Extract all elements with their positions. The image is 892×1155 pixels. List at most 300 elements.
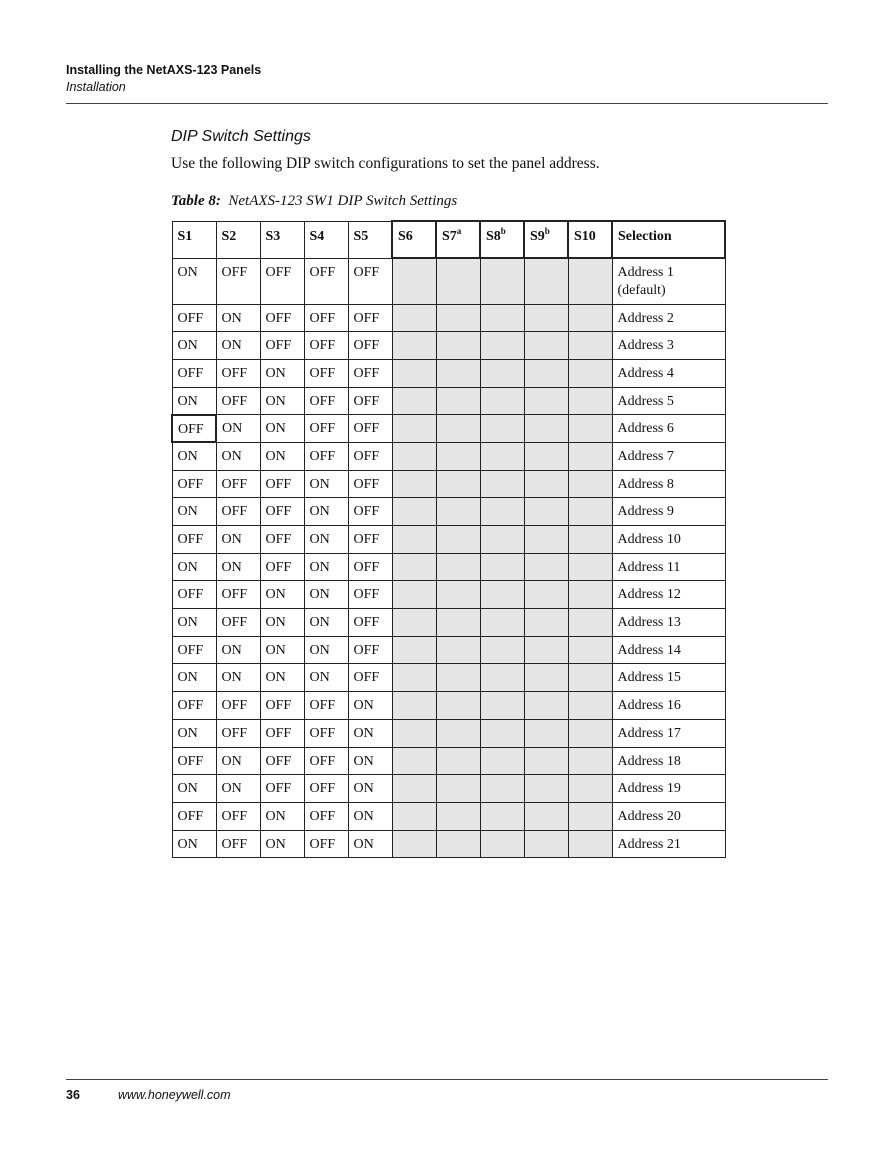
table-row bbox=[172, 830, 725, 858]
table-row bbox=[172, 526, 725, 554]
selection-address: Address 7 bbox=[617, 448, 674, 464]
column-header-label: S1 bbox=[177, 228, 193, 244]
selection-address: Address 20 bbox=[617, 808, 681, 824]
switch-s3-cell: ON bbox=[260, 664, 304, 692]
switch-s9-unused-cell bbox=[524, 775, 568, 803]
switch-s9-unused-cell bbox=[524, 498, 568, 526]
table-row bbox=[172, 775, 725, 803]
switch-s4-cell: OFF bbox=[304, 802, 348, 830]
selection-address: Address 18 bbox=[617, 753, 681, 769]
switch-s1-cell: ON bbox=[172, 830, 216, 858]
footer-rule bbox=[66, 1079, 828, 1080]
column-header-s1 bbox=[172, 221, 216, 258]
switch-s9-unused-cell bbox=[524, 719, 568, 747]
switch-s2-cell: ON bbox=[216, 553, 260, 581]
switch-s3-cell: ON bbox=[260, 387, 304, 415]
selection-cell bbox=[612, 636, 725, 664]
column-header-s3 bbox=[260, 221, 304, 258]
switch-s7-unused-cell bbox=[436, 830, 480, 858]
table-row bbox=[172, 415, 725, 443]
switch-s10-unused-cell bbox=[568, 442, 612, 470]
table-row bbox=[172, 304, 725, 332]
footer-website: www.honeywell.com bbox=[118, 1088, 231, 1102]
running-header-title: Installing the NetAXS-123 Panels bbox=[66, 63, 262, 77]
header-rule bbox=[66, 103, 828, 104]
switch-s9-unused-cell bbox=[524, 747, 568, 775]
switch-s1-cell: ON bbox=[172, 719, 216, 747]
selection-cell bbox=[612, 526, 725, 554]
switch-s5-cell: OFF bbox=[348, 609, 392, 637]
selection-address: Address 14 bbox=[617, 642, 681, 658]
switch-s8-unused-cell bbox=[480, 470, 524, 498]
switch-s10-unused-cell bbox=[568, 258, 612, 304]
switch-s3-cell: OFF bbox=[260, 692, 304, 720]
switch-s4-cell: ON bbox=[304, 636, 348, 664]
switch-s7-unused-cell bbox=[436, 609, 480, 637]
selection-cell bbox=[612, 802, 725, 830]
switch-s10-unused-cell bbox=[568, 664, 612, 692]
switch-s4-cell: OFF bbox=[304, 332, 348, 360]
table-row bbox=[172, 332, 725, 360]
switch-s10-unused-cell bbox=[568, 415, 612, 443]
switch-s2-cell: ON bbox=[216, 664, 260, 692]
switch-s5-cell: OFF bbox=[348, 636, 392, 664]
selection-cell bbox=[612, 747, 725, 775]
switch-s6-unused-cell bbox=[392, 258, 436, 304]
switch-s2-cell: ON bbox=[216, 442, 260, 470]
selection-cell bbox=[612, 553, 725, 581]
selection-cell bbox=[612, 304, 725, 332]
switch-s4-cell: OFF bbox=[304, 442, 348, 470]
column-header-label: S3 bbox=[265, 228, 281, 244]
selection-address: Address 11 bbox=[617, 559, 681, 575]
switch-s4-cell: ON bbox=[304, 526, 348, 554]
column-header-s7 bbox=[436, 221, 480, 258]
table-row bbox=[172, 802, 725, 830]
switch-s5-cell: OFF bbox=[348, 553, 392, 581]
selection-address: Address 3 bbox=[617, 338, 674, 354]
switch-s10-unused-cell bbox=[568, 636, 612, 664]
column-header-label: S7 bbox=[442, 229, 457, 244]
switch-s6-unused-cell bbox=[392, 442, 436, 470]
column-header-s9 bbox=[524, 221, 568, 258]
switch-s2-cell: OFF bbox=[216, 470, 260, 498]
switch-s4-cell: OFF bbox=[304, 692, 348, 720]
switch-s7-unused-cell bbox=[436, 415, 480, 443]
switch-s8-unused-cell bbox=[480, 775, 524, 803]
switch-s6-unused-cell bbox=[392, 775, 436, 803]
switch-s3-cell: OFF bbox=[260, 553, 304, 581]
switch-s9-unused-cell bbox=[524, 526, 568, 554]
switch-s4-cell: OFF bbox=[304, 258, 348, 304]
selection-cell bbox=[612, 332, 725, 360]
switch-s9-unused-cell bbox=[524, 830, 568, 858]
switch-s7-unused-cell bbox=[436, 526, 480, 554]
switch-s3-cell: OFF bbox=[260, 719, 304, 747]
switch-s7-unused-cell bbox=[436, 581, 480, 609]
switch-s9-unused-cell bbox=[524, 258, 568, 304]
switch-s1-cell: OFF bbox=[172, 692, 216, 720]
table-caption bbox=[171, 193, 457, 210]
selection-note: (default) bbox=[617, 283, 666, 298]
switch-s1-cell: ON bbox=[172, 553, 216, 581]
switch-s5-cell: ON bbox=[348, 775, 392, 803]
switch-s10-unused-cell bbox=[568, 830, 612, 858]
column-header-s5 bbox=[348, 221, 392, 258]
selection-cell bbox=[612, 581, 725, 609]
table-row bbox=[172, 636, 725, 664]
table-row bbox=[172, 553, 725, 581]
switch-s5-cell: OFF bbox=[348, 664, 392, 692]
intro-paragraph: Use the following DIP switch configurations to set the panel address. bbox=[171, 155, 600, 172]
switch-s3-cell: ON bbox=[260, 802, 304, 830]
switch-s3-cell: OFF bbox=[260, 470, 304, 498]
switch-s8-unused-cell bbox=[480, 359, 524, 387]
selection-cell bbox=[612, 442, 725, 470]
switch-s5-cell: OFF bbox=[348, 258, 392, 304]
switch-s5-cell: OFF bbox=[348, 359, 392, 387]
switch-s6-unused-cell bbox=[392, 359, 436, 387]
table-row bbox=[172, 359, 725, 387]
switch-s2-cell: OFF bbox=[216, 258, 260, 304]
switch-s5-cell: OFF bbox=[348, 304, 392, 332]
switch-s9-unused-cell bbox=[524, 415, 568, 443]
switch-s4-cell: OFF bbox=[304, 747, 348, 775]
switch-s9-unused-cell bbox=[524, 692, 568, 720]
switch-s3-cell: ON bbox=[260, 609, 304, 637]
switch-s5-cell: ON bbox=[348, 692, 392, 720]
switch-s4-cell: ON bbox=[304, 498, 348, 526]
selection-cell bbox=[612, 609, 725, 637]
switch-s6-unused-cell bbox=[392, 553, 436, 581]
switch-s7-unused-cell bbox=[436, 470, 480, 498]
switch-s2-cell: OFF bbox=[216, 802, 260, 830]
switch-s5-cell: ON bbox=[348, 830, 392, 858]
running-header-subtitle: Installation bbox=[66, 80, 126, 94]
switch-s3-cell: ON bbox=[260, 581, 304, 609]
switch-s8-unused-cell bbox=[480, 526, 524, 554]
switch-s8-unused-cell bbox=[480, 609, 524, 637]
selection-cell bbox=[612, 775, 725, 803]
selection-cell bbox=[612, 359, 725, 387]
switch-s6-unused-cell bbox=[392, 304, 436, 332]
switch-s5-cell: ON bbox=[348, 802, 392, 830]
switch-s5-cell: ON bbox=[348, 747, 392, 775]
switch-s6-unused-cell bbox=[392, 332, 436, 360]
switch-s2-cell: OFF bbox=[216, 692, 260, 720]
switch-s7-unused-cell bbox=[436, 802, 480, 830]
switch-s10-unused-cell bbox=[568, 553, 612, 581]
switch-s1-cell: OFF bbox=[172, 581, 216, 609]
table-row bbox=[172, 258, 725, 304]
switch-s1-cell: OFF bbox=[172, 304, 216, 332]
switch-s2-cell: ON bbox=[216, 415, 260, 443]
switch-s7-unused-cell bbox=[436, 636, 480, 664]
switch-s8-unused-cell bbox=[480, 830, 524, 858]
switch-s1-cell: ON bbox=[172, 664, 216, 692]
selection-address: Address 15 bbox=[617, 670, 681, 686]
switch-s9-unused-cell bbox=[524, 609, 568, 637]
table-header-row bbox=[172, 221, 725, 258]
switch-s1-cell: ON bbox=[172, 609, 216, 637]
switch-s5-cell: ON bbox=[348, 719, 392, 747]
switch-s3-cell: OFF bbox=[260, 747, 304, 775]
switch-s4-cell: OFF bbox=[304, 775, 348, 803]
switch-s9-unused-cell bbox=[524, 664, 568, 692]
switch-s3-cell: ON bbox=[260, 636, 304, 664]
switch-s1-cell: OFF bbox=[172, 747, 216, 775]
switch-s7-unused-cell bbox=[436, 498, 480, 526]
switch-s9-unused-cell bbox=[524, 359, 568, 387]
switch-s6-unused-cell bbox=[392, 470, 436, 498]
page-number: 36 bbox=[66, 1088, 80, 1102]
switch-s10-unused-cell bbox=[568, 802, 612, 830]
switch-s10-unused-cell bbox=[568, 775, 612, 803]
switch-s8-unused-cell bbox=[480, 581, 524, 609]
switch-s7-unused-cell bbox=[436, 719, 480, 747]
table-row bbox=[172, 609, 725, 637]
table-row bbox=[172, 747, 725, 775]
selection-cell bbox=[612, 830, 725, 858]
switch-s4-cell: OFF bbox=[304, 415, 348, 443]
switch-s4-cell: ON bbox=[304, 609, 348, 637]
table-row bbox=[172, 498, 725, 526]
switch-s9-unused-cell bbox=[524, 636, 568, 664]
switch-s4-cell: OFF bbox=[304, 830, 348, 858]
switch-s7-unused-cell bbox=[436, 359, 480, 387]
column-header-s2 bbox=[216, 221, 260, 258]
switch-s3-cell: OFF bbox=[260, 332, 304, 360]
column-header-label: S6 bbox=[398, 229, 413, 244]
switch-s5-cell: OFF bbox=[348, 415, 392, 443]
switch-s2-cell: ON bbox=[216, 747, 260, 775]
switch-s6-unused-cell bbox=[392, 609, 436, 637]
switch-s10-unused-cell bbox=[568, 581, 612, 609]
switch-s2-cell: ON bbox=[216, 526, 260, 554]
switch-s3-cell: ON bbox=[260, 359, 304, 387]
switch-s7-unused-cell bbox=[436, 747, 480, 775]
switch-s9-unused-cell bbox=[524, 332, 568, 360]
selection-address: Address 10 bbox=[617, 532, 681, 547]
selection-cell bbox=[612, 692, 725, 720]
switch-s2-cell: OFF bbox=[216, 498, 260, 526]
column-header-s4 bbox=[304, 221, 348, 258]
switch-s5-cell: OFF bbox=[348, 387, 392, 415]
switch-s6-unused-cell bbox=[392, 664, 436, 692]
switch-s10-unused-cell bbox=[568, 332, 612, 360]
switch-s8-unused-cell bbox=[480, 802, 524, 830]
switch-s2-cell: OFF bbox=[216, 387, 260, 415]
table-row bbox=[172, 470, 725, 498]
switch-s10-unused-cell bbox=[568, 719, 612, 747]
switch-s8-unused-cell bbox=[480, 332, 524, 360]
switch-s8-unused-cell bbox=[480, 415, 524, 443]
switch-s2-cell: ON bbox=[216, 332, 260, 360]
switch-s7-unused-cell bbox=[436, 692, 480, 720]
switch-s5-cell: OFF bbox=[348, 470, 392, 498]
switch-s4-cell: OFF bbox=[304, 359, 348, 387]
switch-s7-unused-cell bbox=[436, 664, 480, 692]
switch-s6-unused-cell bbox=[392, 719, 436, 747]
column-header-s6 bbox=[392, 221, 436, 258]
switch-s6-unused-cell bbox=[392, 387, 436, 415]
switch-s3-cell: OFF bbox=[260, 498, 304, 526]
switch-s1-cell: OFF bbox=[172, 415, 216, 443]
selection-address: Address 8 bbox=[617, 476, 674, 492]
section-title: DIP Switch Settings bbox=[171, 128, 311, 145]
switch-s10-unused-cell bbox=[568, 387, 612, 415]
selection-address: Address 4 bbox=[617, 365, 674, 381]
switch-s8-unused-cell bbox=[480, 498, 524, 526]
dip-switch-table bbox=[171, 220, 726, 858]
switch-s6-unused-cell bbox=[392, 636, 436, 664]
switch-s8-unused-cell bbox=[480, 304, 524, 332]
selection-address: Address 9 bbox=[617, 504, 674, 520]
switch-s1-cell: OFF bbox=[172, 636, 216, 664]
switch-s2-cell: ON bbox=[216, 775, 260, 803]
selection-address: Address 17 bbox=[617, 725, 681, 741]
table-row bbox=[172, 664, 725, 692]
switch-s2-cell: OFF bbox=[216, 359, 260, 387]
column-header-label: S2 bbox=[221, 228, 237, 244]
switch-s10-unused-cell bbox=[568, 747, 612, 775]
switch-s6-unused-cell bbox=[392, 526, 436, 554]
switch-s1-cell: OFF bbox=[172, 802, 216, 830]
switch-s8-unused-cell bbox=[480, 442, 524, 470]
table-row bbox=[172, 387, 725, 415]
switch-s10-unused-cell bbox=[568, 359, 612, 387]
selection-address: Address 2 bbox=[617, 310, 674, 326]
selection-address: Address 1 bbox=[617, 265, 674, 280]
switch-s10-unused-cell bbox=[568, 692, 612, 720]
switch-s9-unused-cell bbox=[524, 581, 568, 609]
switch-s6-unused-cell bbox=[392, 830, 436, 858]
switch-s1-cell: OFF bbox=[172, 470, 216, 498]
switch-s3-cell: ON bbox=[260, 830, 304, 858]
switch-s9-unused-cell bbox=[524, 304, 568, 332]
switch-s1-cell: ON bbox=[172, 258, 216, 304]
switch-s6-unused-cell bbox=[392, 747, 436, 775]
switch-s8-unused-cell bbox=[480, 553, 524, 581]
switch-s8-unused-cell bbox=[480, 387, 524, 415]
column-header-label: S8 bbox=[486, 229, 501, 244]
table-row bbox=[172, 581, 725, 609]
switch-s1-cell: ON bbox=[172, 387, 216, 415]
footnote-marker: b bbox=[544, 226, 550, 236]
switch-s1-cell: ON bbox=[172, 775, 216, 803]
switch-s10-unused-cell bbox=[568, 498, 612, 526]
switch-s4-cell: ON bbox=[304, 553, 348, 581]
switch-s5-cell: OFF bbox=[348, 526, 392, 554]
selection-address: Address 5 bbox=[617, 393, 674, 409]
switch-s1-cell: OFF bbox=[172, 359, 216, 387]
switch-s4-cell: ON bbox=[304, 664, 348, 692]
switch-s7-unused-cell bbox=[436, 332, 480, 360]
selection-cell bbox=[612, 498, 725, 526]
table-row bbox=[172, 719, 725, 747]
switch-s4-cell: ON bbox=[304, 470, 348, 498]
switch-s8-unused-cell bbox=[480, 747, 524, 775]
selection-address: Address 19 bbox=[617, 781, 681, 797]
switch-s2-cell: OFF bbox=[216, 719, 260, 747]
switch-s8-unused-cell bbox=[480, 636, 524, 664]
switch-s9-unused-cell bbox=[524, 387, 568, 415]
switch-s10-unused-cell bbox=[568, 304, 612, 332]
table-caption-text: NetAXS-123 SW1 DIP Switch Settings bbox=[228, 193, 458, 209]
column-header-selection bbox=[612, 221, 725, 258]
switch-s10-unused-cell bbox=[568, 470, 612, 498]
selection-address: Address 6 bbox=[617, 421, 674, 437]
switch-s2-cell: OFF bbox=[216, 609, 260, 637]
switch-s1-cell: ON bbox=[172, 442, 216, 470]
selection-cell bbox=[612, 470, 725, 498]
switch-s9-unused-cell bbox=[524, 470, 568, 498]
switch-s5-cell: OFF bbox=[348, 498, 392, 526]
switch-s8-unused-cell bbox=[480, 719, 524, 747]
switch-s5-cell: OFF bbox=[348, 332, 392, 360]
column-header-s8 bbox=[480, 221, 524, 258]
switch-s3-cell: OFF bbox=[260, 304, 304, 332]
switch-s10-unused-cell bbox=[568, 609, 612, 637]
switch-s2-cell: ON bbox=[216, 304, 260, 332]
switch-s8-unused-cell bbox=[480, 692, 524, 720]
switch-s7-unused-cell bbox=[436, 387, 480, 415]
switch-s2-cell: ON bbox=[216, 636, 260, 664]
column-header-label: S9 bbox=[530, 229, 545, 244]
switch-s4-cell: OFF bbox=[304, 304, 348, 332]
switch-s6-unused-cell bbox=[392, 692, 436, 720]
switch-s7-unused-cell bbox=[436, 553, 480, 581]
selection-cell bbox=[612, 258, 725, 304]
switch-s4-cell: OFF bbox=[304, 719, 348, 747]
selection-cell bbox=[612, 664, 725, 692]
column-header-label: S10 bbox=[574, 229, 596, 244]
selection-address: Address 13 bbox=[617, 615, 681, 631]
switch-s7-unused-cell bbox=[436, 304, 480, 332]
switch-s6-unused-cell bbox=[392, 415, 436, 443]
selection-address: Address 12 bbox=[617, 587, 681, 603]
table-caption-label: Table 8: bbox=[171, 193, 221, 209]
switch-s7-unused-cell bbox=[436, 775, 480, 803]
switch-s7-unused-cell bbox=[436, 258, 480, 304]
switch-s10-unused-cell bbox=[568, 526, 612, 554]
selection-address: Address 16 bbox=[617, 698, 681, 714]
switch-s7-unused-cell bbox=[436, 442, 480, 470]
switch-s1-cell: OFF bbox=[172, 526, 216, 554]
selection-cell bbox=[612, 415, 725, 443]
selection-address: Address 21 bbox=[617, 836, 681, 852]
column-header-s10 bbox=[568, 221, 612, 258]
switch-s9-unused-cell bbox=[524, 802, 568, 830]
switch-s3-cell: OFF bbox=[260, 526, 304, 554]
switch-s8-unused-cell bbox=[480, 664, 524, 692]
switch-s1-cell: ON bbox=[172, 498, 216, 526]
switch-s2-cell: OFF bbox=[216, 830, 260, 858]
switch-s5-cell: OFF bbox=[348, 442, 392, 470]
switch-s3-cell: OFF bbox=[260, 775, 304, 803]
footnote-marker: a bbox=[456, 226, 462, 236]
switch-s3-cell: OFF bbox=[260, 258, 304, 304]
table-row bbox=[172, 442, 725, 470]
switch-s9-unused-cell bbox=[524, 553, 568, 581]
column-header-label: Selection bbox=[618, 229, 672, 244]
switch-s5-cell: OFF bbox=[348, 581, 392, 609]
column-header-label: S4 bbox=[309, 228, 325, 244]
column-header-label: S5 bbox=[353, 228, 369, 244]
table-row bbox=[172, 692, 725, 720]
switch-s3-cell: ON bbox=[260, 415, 304, 443]
switch-s9-unused-cell bbox=[524, 442, 568, 470]
